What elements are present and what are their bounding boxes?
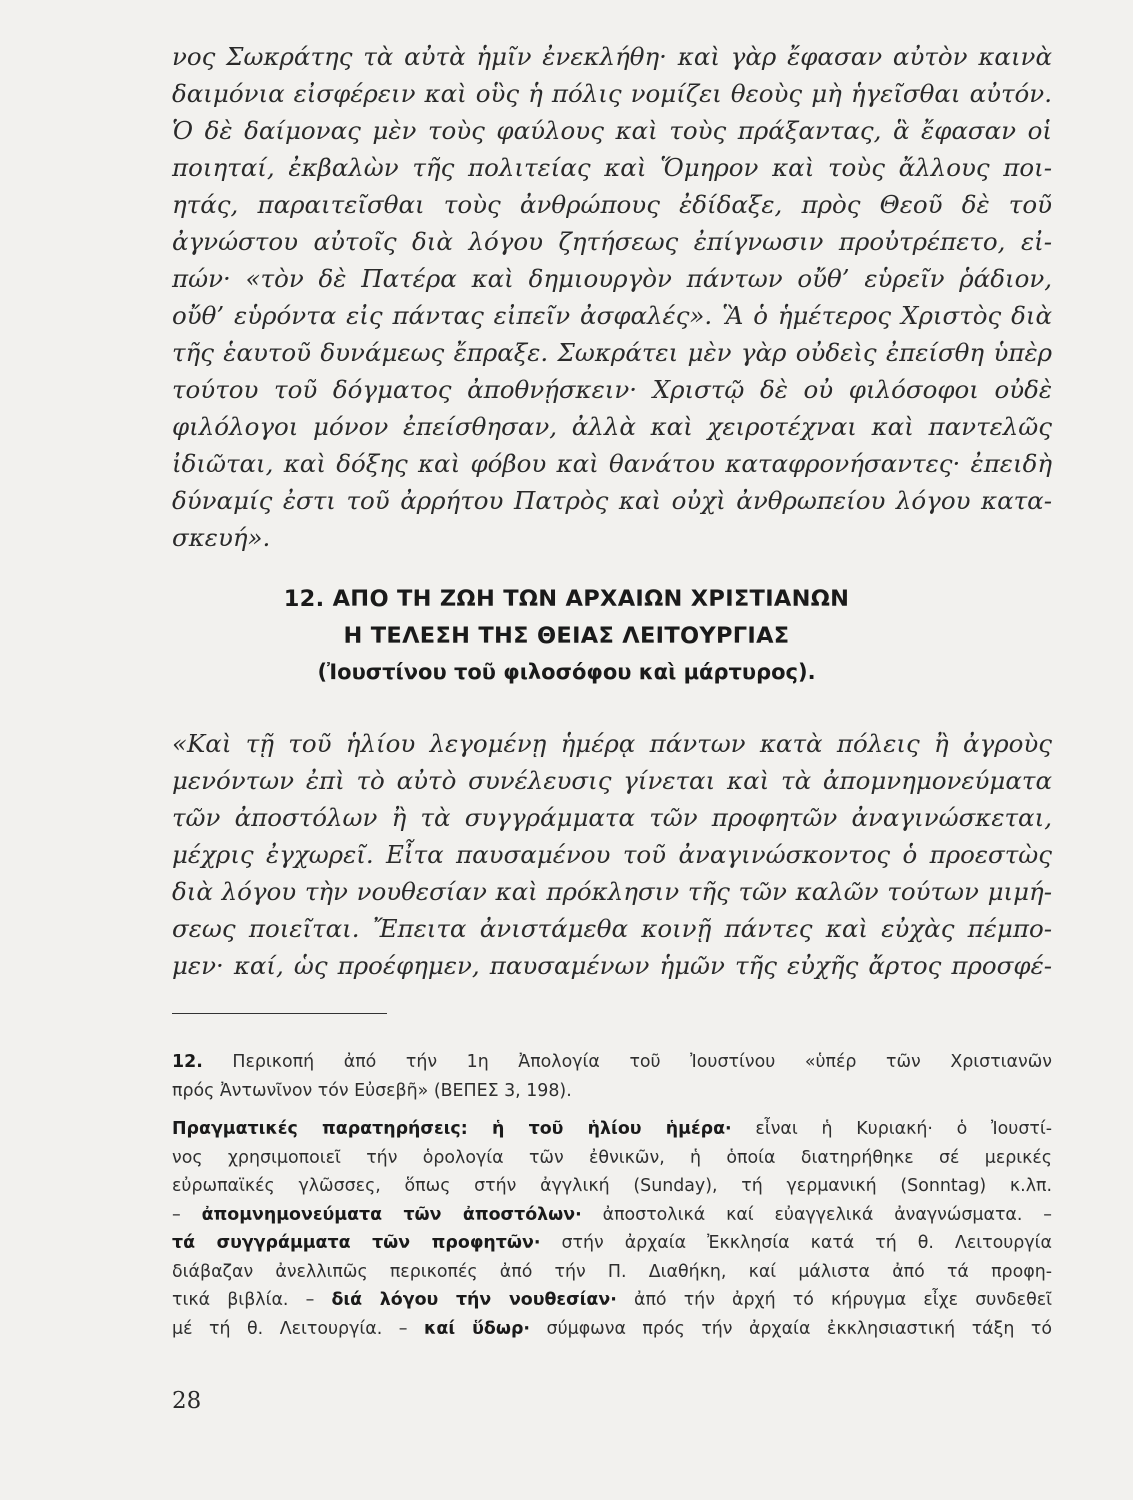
footnote-text: νος χρησιμοποιεῖ τήν ὁρολογία τῶν ἐθνικῶν, ἡ ὁποία διατηρήθηκε σέ μερικές xyxy=(172,1147,1052,1168)
footnote-line xyxy=(172,1258,1052,1287)
footnote-line xyxy=(172,1286,1052,1315)
section-attribution: (Ἰουστίνου τοῦ φιλοσόφου καὶ μάρτυρος). xyxy=(317,660,816,684)
text-line: Ὁ δὲ δαίμονας μὲν τοὺς φαύλους καὶ τοὺς πράξαντας, ἃ ἔφασαν οἱ xyxy=(172,116,1052,145)
text-line: ἀγνώστου αὐτοῖς διὰ λόγου ζητήσεως ἐπίγνωσιν προὐτρέπετο, εἰ- xyxy=(172,227,1052,256)
quote-passage xyxy=(172,725,1052,984)
footnote-divider xyxy=(172,1013,387,1014)
text-line: ποιηταί, ἐκβαλὼν τῆς πολιτείας καὶ Ὅμηρον καὶ τοὺς ἄλλους ποι- xyxy=(172,153,1052,182)
footnote-line xyxy=(172,1144,1052,1173)
text-line: τούτου τοῦ δόγματος ἀποθνῄσκειν· Χριστῷ δὲ οὐ φιλόσοφοι οὐδὲ xyxy=(172,375,1052,404)
text-line: ητάς, παραιτεῖσθαι τοὺς ἀνθρώπους ἐδίδαξε, πρὸς Θεοῦ δὲ τοῦ xyxy=(172,190,1052,219)
text-line: πών· «τὸν δὲ Πατέρα καὶ δημιουργὸν πάντων οὔθ’ εὑρεῖν ῥάδιον, xyxy=(172,264,1052,293)
footnote-text: ἀποστολικά καί εὐαγγελικά ἀναγνώσματα. – xyxy=(581,1204,1052,1225)
text-line: μενόντων ἐπὶ τὸ αὐτὸ συνέλευσις γίνεται καὶ τὰ ἀπομνημονεύματα xyxy=(172,766,1052,795)
footnote-term: Πραγματικές παρατηρήσεις: ἡ τοῦ ἡλίου ἡμέρα· xyxy=(172,1119,732,1139)
section-subtitle: Η ΤΕΛΕΣΗ ΤΗΣ ΘΕΙΑΣ ΛΕΙΤΟΥΡΓΙΑΣ xyxy=(343,623,790,649)
footnote-line xyxy=(172,1315,1052,1344)
text-line: τῆς ἑαυτοῦ δυνάμεως ἔπραξε. Σωκράτει μὲν γὰρ οὐδεὶς ἐπείσθη ὑπὲρ xyxy=(172,338,1052,367)
section-title: 12. ΑΠΟ ΤΗ ΖΩΗ ΤΩΝ ΑΡΧΑΙΩΝ ΧΡΙΣΤΙΑΝΩΝ xyxy=(283,586,850,612)
text-line: ἰδιῶται, καὶ δόξης καὶ φόβου καὶ θανάτου καταφρονήσαντες· ἐπειδὴ xyxy=(172,449,1052,478)
footnote-line xyxy=(172,1172,1052,1201)
text-line: οὔθ’ εὑρόντα εἰς πάντας εἰπεῖν ἀσφαλές». Ἃ ὁ ἡμέτερος Χριστὸς διὰ xyxy=(172,301,1052,330)
footnote-line xyxy=(172,1115,1052,1144)
footnotes xyxy=(172,1048,1052,1343)
text-line: διὰ λόγου τὴν νουθεσίαν καὶ πρόκλησιν τῆς τῶν καλῶν τούτων μιμή- xyxy=(172,877,1052,906)
footnote-text: διάβαζαν ἀνελλιπῶς περικοπές ἀπό τήν Π. Διαθήκη, καί μάλιστα ἀπό τά προφη- xyxy=(172,1261,1052,1282)
footnote-text: – xyxy=(172,1204,202,1225)
top-passage xyxy=(172,38,1052,556)
page-number: 28 xyxy=(172,1388,202,1414)
footnote-text: εὐρωπαϊκές γλῶσσες, ὅπως στήν ἀγγλική (Sunday), τή γερμανική (Sonntag) κ.λπ. xyxy=(172,1176,1052,1196)
footnote-line xyxy=(172,1201,1052,1230)
footnote-term: διά λόγου τήν νουθεσίαν· xyxy=(331,1290,617,1310)
footnote-text: μέ τή θ. Λειτουργία. – xyxy=(172,1318,425,1339)
text-line: δαιμόνια εἰσφέρειν καὶ οὓς ἡ πόλις νομίζει θεοὺς μὴ ἡγεῖσθαι αὐτόν. xyxy=(172,79,1052,108)
footnote-text: πρός Ἀντωνῖνον τόν Εὐσεβῆ» (ΒΕΠΕΣ 3, 198). xyxy=(172,1080,572,1101)
footnote-text: τικά βιβλία. – xyxy=(172,1290,332,1310)
footnote-text: στήν ἀρχαία Ἐκκλησία κατά τή θ. Λειτουργία xyxy=(540,1233,1052,1253)
text-line: τῶν ἀποστόλων ἢ τὰ συγγράμματα τῶν προφητῶν ἀναγινώσκεται, xyxy=(172,803,1052,832)
text-line: μέχρις ἐγχωρεῖ. Εἶτα παυσαμένου τοῦ ἀναγινώσκοντος ὁ προεστὼς xyxy=(172,840,1052,869)
text-line: σκευή». xyxy=(172,523,271,552)
footnote-term: τά συγγράμματα τῶν προφητῶν· xyxy=(172,1233,541,1253)
text-line: νος Σωκράτης τὰ αὐτὰ ἡμῖν ἐνεκλήθη· καὶ γὰρ ἔφασαν αὐτὸν καινὰ xyxy=(172,42,1052,71)
footnote-line xyxy=(172,1229,1052,1258)
text-line: σεως ποιεῖται. Ἔπειτα ἀνιστάμεθα κοινῇ πάντες καὶ εὐχὰς πέμπο- xyxy=(172,914,1052,943)
footnote-text: ἀπό τήν ἀρχή τό κήρυγμα εἶχε συνδεθεῖ xyxy=(616,1290,1052,1310)
footnote-text: Περικοπή ἀπό τήν 1η Ἀπολογία τοῦ Ἰουστίνου «ὑπέρ τῶν Χριστιανῶν xyxy=(232,1052,1053,1072)
text-line: «Καὶ τῇ τοῦ ἡλίου λεγομένῃ ἡμέρᾳ πάντων κατὰ πόλεις ἢ ἀγροὺς xyxy=(172,729,1052,758)
footnote-line xyxy=(172,1048,1052,1077)
footnote-line xyxy=(172,1077,1052,1106)
footnote-term: ἀπομνημονεύματα τῶν ἀποστόλων· xyxy=(201,1204,582,1225)
text-line: φιλόλογοι μόνον ἐπείσθησαν, ἀλλὰ καὶ χειροτέχναι καὶ παντελῶς xyxy=(172,412,1052,441)
footnote-term: καί ὕδωρ· xyxy=(424,1318,531,1339)
footnote-text: σύμφωνα πρός τήν ἀρχαία ἐκκλησιαστική τάξη τό xyxy=(530,1318,1052,1339)
text-line: μεν· καί, ὡς προέφημεν, παυσαμένων ἡμῶν τῆς εὐχῆς ἄρτος προσφέ- xyxy=(172,951,1052,980)
footnote-number: 12. xyxy=(172,1052,203,1072)
text-line: δύναμίς ἐστι τοῦ ἀρρήτου Πατρὸς καὶ οὐχὶ ἀνθρωπείου λόγου κατα- xyxy=(172,486,1052,515)
footnote-text: εἶναι ἡ Κυριακή· ὁ Ἰουστί- xyxy=(731,1119,1053,1139)
